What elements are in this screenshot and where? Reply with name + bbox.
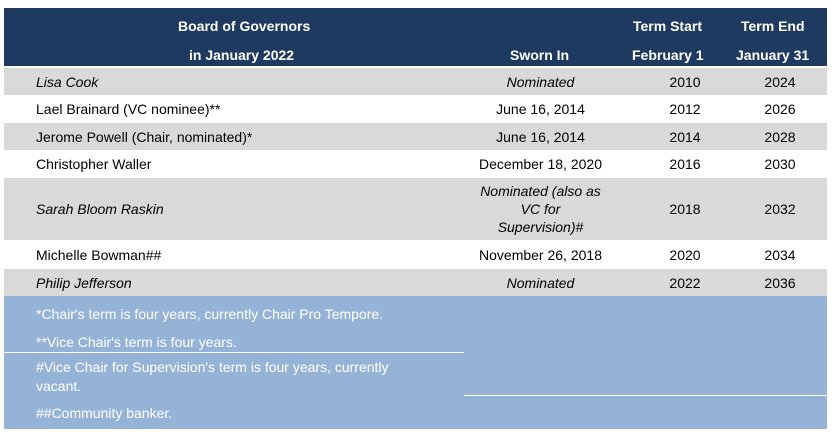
table-header [4, 8, 827, 68]
sworn-in-date: November 26, 2018 [479, 247, 602, 263]
table-row [4, 123, 827, 150]
term-end: 2030 [764, 156, 796, 172]
term-start: 2014 [669, 128, 701, 145]
governor-name: Philip Jefferson [36, 274, 132, 291]
governor-name: Michelle Bowman## [36, 247, 162, 263]
sworn-in-line: VC for [520, 201, 561, 217]
term-start: 2018 [669, 201, 701, 217]
term-start: 2010 [669, 73, 701, 90]
sworn-in-line: Nominated (also as [480, 183, 601, 199]
term-start: 2020 [669, 247, 701, 263]
sworn-in-date: December 18, 2020 [479, 156, 602, 172]
term-end: 2024 [764, 73, 796, 90]
footnote-community-banker: ##Community banker. [36, 405, 173, 421]
governor-name: Sarah Bloom Raskin [36, 201, 164, 217]
governor-name: Christopher Waller [36, 156, 152, 172]
footnote-supervision [36, 358, 389, 396]
sworn-in-note [444, 182, 637, 236]
table-row [4, 150, 827, 178]
governor-name: Lisa Cook [36, 73, 99, 90]
table-row [4, 269, 827, 296]
table-row [4, 178, 827, 241]
footnote-line: #Vice Chair for Supervision's term is four years, currently [36, 359, 389, 375]
header-term-end: Term End [741, 18, 805, 34]
footnote-divider [464, 395, 827, 396]
footnote-vice-chair: **Vice Chair's term is four years. [36, 334, 237, 350]
header-term-end-date: January 31 [736, 47, 810, 63]
header-term-start-date: February 1 [632, 47, 704, 63]
term-end: 2034 [764, 247, 796, 263]
header-title-line2: in January 2022 [189, 47, 295, 63]
term-start: 2022 [669, 274, 701, 291]
table-row [4, 95, 827, 123]
term-start: 2012 [669, 101, 701, 117]
term-end: 2026 [764, 101, 796, 117]
footnote-line: vacant. [36, 378, 82, 394]
footnote-chair: *Chair's term is four years, currently Chair Pro Tempore. [36, 306, 384, 322]
term-end: 2036 [764, 274, 796, 291]
board-table [4, 8, 827, 429]
governor-name: Lael Brainard (VC nominee)** [36, 101, 221, 117]
table-row [4, 68, 827, 95]
sworn-in-date: June 16, 2014 [496, 101, 585, 117]
sworn-in-date: June 16, 2014 [496, 128, 585, 145]
header-sworn-in: Sworn In [510, 47, 570, 63]
term-start: 2016 [669, 156, 701, 172]
table-row [4, 241, 827, 269]
footnote-divider [4, 352, 464, 353]
term-end: 2028 [764, 128, 796, 145]
governor-name: Jerome Powell (Chair, nominated)* [36, 128, 253, 145]
sworn-in-date: Nominated [506, 274, 575, 291]
sworn-in-date: Nominated [506, 73, 575, 90]
footnotes [4, 296, 827, 429]
header-term-start: Term Start [633, 18, 702, 34]
term-end: 2032 [764, 201, 796, 217]
sworn-in-line: Supervision)# [497, 219, 584, 235]
header-title-line1: Board of Governors [178, 18, 311, 34]
